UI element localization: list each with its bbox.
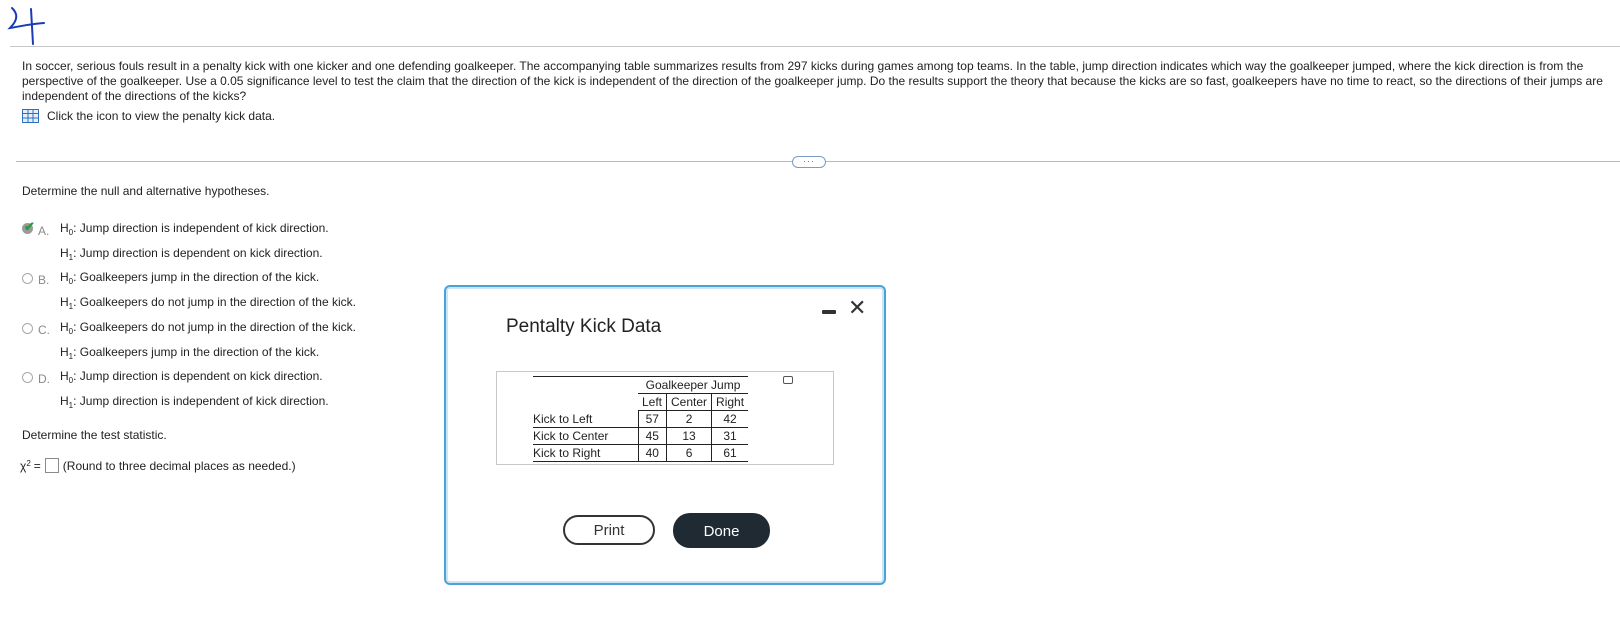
data-link-label[interactable]: Click the icon to view the penalty kick data. bbox=[47, 109, 276, 123]
group-header: Goalkeeper Jump bbox=[638, 377, 748, 394]
radio-button[interactable] bbox=[22, 323, 33, 334]
radio-selected-check-icon[interactable]: ✔ bbox=[24, 218, 35, 234]
row-label: Kick to Left bbox=[533, 411, 638, 428]
hypotheses-prompt: Determine the null and alternative hypotheses. bbox=[22, 184, 270, 198]
option-a[interactable] bbox=[22, 218, 329, 268]
h1-line: $H_1$: Jump direction is dependent on kick direction. bbox=[60, 246, 323, 262]
table-row bbox=[533, 445, 748, 462]
table-corner bbox=[533, 377, 638, 394]
option-letter: A. bbox=[38, 223, 50, 238]
h1-line: $H_1$: Goalkeepers do not jump in the direction of the kick. bbox=[60, 295, 356, 311]
column-header: Center bbox=[667, 394, 712, 411]
more-button[interactable]: ··· bbox=[792, 156, 826, 168]
table-cell: 6 bbox=[667, 445, 712, 462]
table-icon[interactable] bbox=[22, 109, 39, 123]
close-icon[interactable]: ✕ bbox=[848, 295, 867, 320]
table-cell: 42 bbox=[712, 411, 749, 428]
option-b[interactable] bbox=[22, 267, 356, 317]
table-cell: 40 bbox=[638, 445, 667, 462]
table-cell: 57 bbox=[638, 411, 667, 428]
table-row bbox=[533, 411, 748, 428]
column-header: Right bbox=[712, 394, 749, 411]
chi-square-symbol: $\chi^2$ bbox=[20, 458, 31, 473]
table-cell: 45 bbox=[638, 428, 667, 445]
penalty-kick-table bbox=[533, 376, 748, 462]
option-letter: B. bbox=[38, 272, 50, 287]
radio-button[interactable] bbox=[22, 372, 33, 383]
row-label: Kick to Right bbox=[533, 445, 638, 462]
print-button[interactable]: Print bbox=[563, 515, 655, 545]
option-c[interactable] bbox=[22, 317, 356, 367]
penalty-kick-data-dialog bbox=[444, 285, 886, 585]
test-stat-prompt: Determine the test statistic. bbox=[22, 428, 167, 442]
option-letter: D. bbox=[38, 371, 50, 386]
test-stat-line bbox=[20, 458, 296, 473]
equals-sign: = bbox=[33, 458, 41, 473]
h0-line: $H_0$: Goalkeepers do not jump in the direction of the kick. bbox=[60, 320, 356, 336]
handwritten-mark-icon bbox=[4, 2, 48, 46]
radio-button[interactable] bbox=[22, 273, 33, 284]
copy-icon[interactable] bbox=[783, 376, 793, 384]
rounding-hint: (Round to three decimal places as needed.) bbox=[62, 458, 296, 473]
dialog-title: Pentalty Kick Data bbox=[506, 316, 662, 337]
h1-line: $H_1$: Goalkeepers jump in the direction of the kick. bbox=[60, 345, 320, 361]
test-stat-input[interactable] bbox=[45, 458, 59, 473]
top-divider bbox=[10, 46, 1620, 47]
minimize-icon[interactable] bbox=[822, 310, 836, 314]
h0-line: $H_0$: Jump direction is dependent on kick direction. bbox=[60, 369, 323, 385]
row-label: Kick to Center bbox=[533, 428, 638, 445]
h1-line: $H_1$: Jump direction is independent of kick direction. bbox=[60, 394, 329, 410]
table-corner bbox=[533, 394, 638, 411]
table-cell: 2 bbox=[667, 411, 712, 428]
table-row bbox=[533, 428, 748, 445]
data-table-frame bbox=[496, 371, 834, 465]
column-header: Left bbox=[638, 394, 667, 411]
h0-line: $H_0$: Goalkeepers jump in the direction of the kick. bbox=[60, 270, 320, 286]
table-cell: 31 bbox=[712, 428, 749, 445]
h0-line: $H_0$: Jump direction is independent of kick direction. bbox=[60, 221, 329, 237]
data-link[interactable] bbox=[22, 109, 275, 123]
table-cell: 13 bbox=[667, 428, 712, 445]
option-d[interactable] bbox=[22, 366, 329, 416]
question-text: In soccer, serious fouls result in a penalty kick with one kicker and one defending goalkeeper. The accompanying table summarizes results from 297 kicks during games among top teams. In the table, jump direction indicates which way the goalkeeper jumped, where the kick direction is from the perspective of the goalkeeper. Use a 0.05 significance level to test the claim that the direction of the kick is independent of the direction of the goalkeeper jump. Do the results support the theory that because the kicks are so fast, goalkeepers have no time to react, so the directions of their jumps are independent of the directions of the kicks? bbox=[22, 59, 1603, 103]
option-letter: C. bbox=[38, 322, 50, 337]
table-cell: 61 bbox=[712, 445, 749, 462]
done-button[interactable]: Done bbox=[673, 513, 770, 548]
